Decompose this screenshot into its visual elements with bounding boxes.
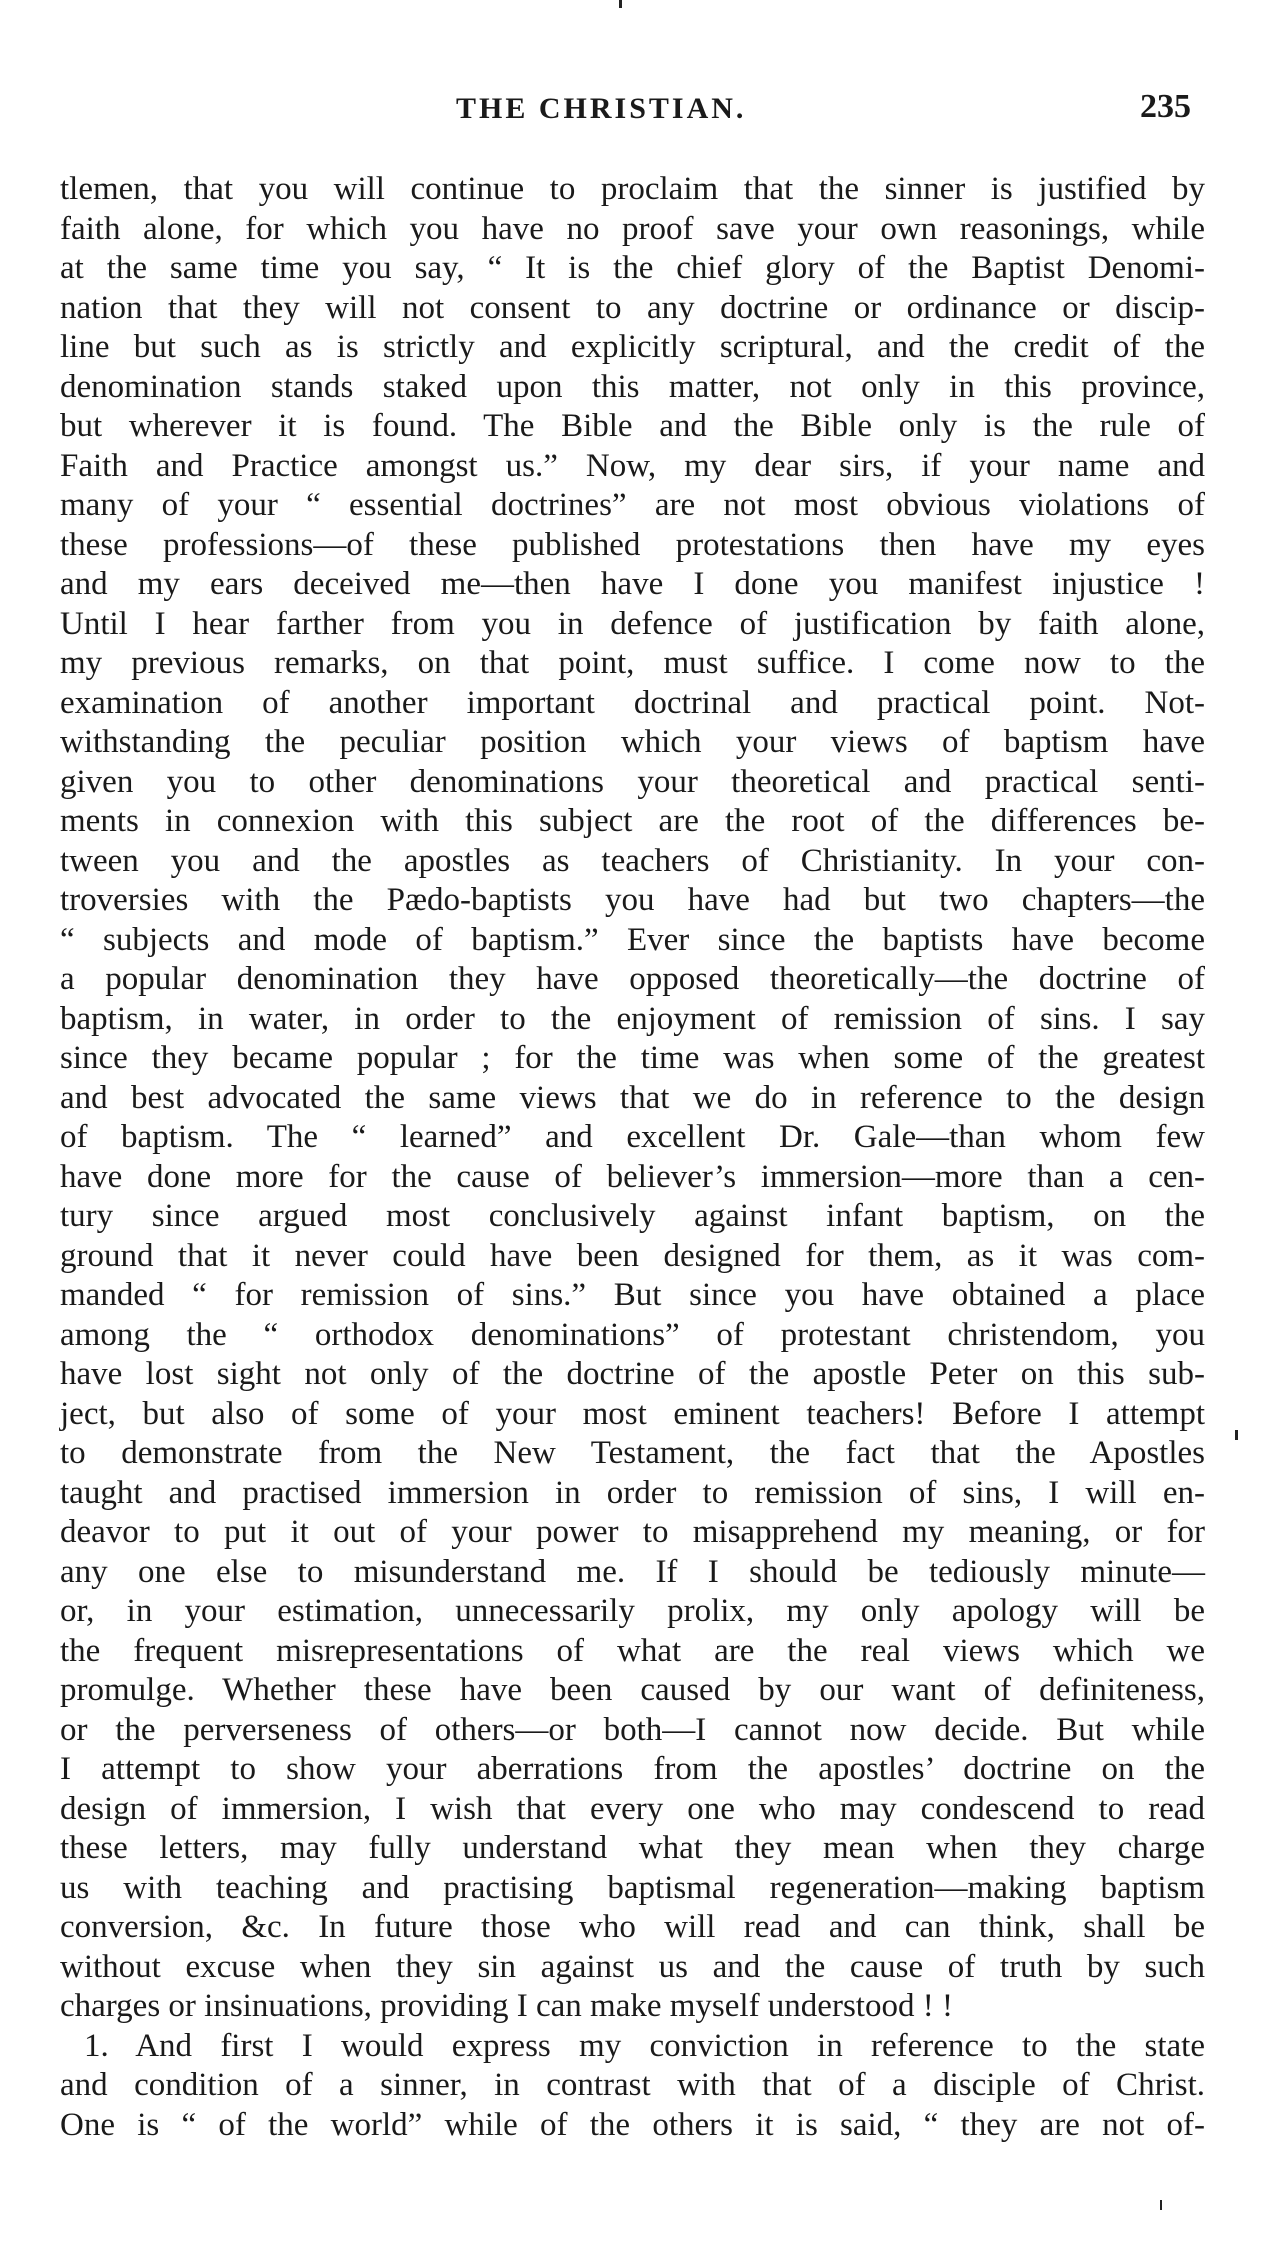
text-line: and best advocated the same views that we do in reference to the design xyxy=(60,1079,1205,1116)
print-mark xyxy=(1160,2200,1162,2210)
text-line: and condition of a sinner, in contrast with that of a disciple of Christ. xyxy=(60,2067,1205,2103)
running-head xyxy=(0,84,1267,144)
text-line: denomination stands staked upon this matter, not only in this province, xyxy=(60,368,1205,405)
text-line: conversion, &c. In future those who will read and can think, shall be xyxy=(60,1909,1205,1945)
text-line: ments in connexion with this subject are the root of the differences be- xyxy=(60,803,1205,839)
text-line: at the same time you say, “ It is the chief glory of the Baptist Denomi- xyxy=(60,250,1205,286)
text-line: many of your “ essential doctrines” are not most obvious violations of xyxy=(60,487,1205,523)
text-line: since they became popular ; for the time was when some of the greatest xyxy=(60,1040,1205,1076)
text-line: charges or insinuations, providing I can make myself understood ! ! xyxy=(60,1988,953,2024)
print-mark xyxy=(619,0,622,8)
page-number: 235 xyxy=(1140,88,1191,125)
text-line: One is “ of the world” while of the others it is said, “ they are not of- xyxy=(60,2106,1205,2143)
text-line: us with teaching and practising baptismal regeneration—making baptism xyxy=(60,1869,1205,1906)
text-line: a popular denomination they have opposed theoretically—the doctrine of xyxy=(60,961,1205,997)
text-line: nation that they will not consent to any doctrine or ordinance or discip- xyxy=(60,289,1205,326)
text-line: manded “ for remission of sins.” But since you have obtained a place xyxy=(60,1277,1205,1313)
text-line: tween you and the apostles as teachers of Christianity. In your con- xyxy=(60,842,1205,879)
running-title: THE CHRISTIAN. xyxy=(456,92,747,125)
text-line: troversies with the Pædo-baptists you have had but two chapters—the xyxy=(60,882,1205,918)
text-line: these letters, may fully understand what they mean when they charge xyxy=(60,1830,1205,1866)
text-line: the frequent misrepresentations of what are the real views which we xyxy=(60,1632,1205,1669)
text-line: design of immersion, I wish that every one who may condescend to read xyxy=(60,1790,1205,1827)
text-line: or the perverseness of others—or both—I cannot now decide. But while xyxy=(60,1711,1205,1748)
text-line: withstanding the peculiar position which your views of baptism have xyxy=(60,724,1205,760)
text-line: taught and practised immersion in order to remission of sins, I will en- xyxy=(60,1474,1205,1511)
text-line: 1. And first I would express my conviction in reference to the state xyxy=(84,2027,1205,2064)
text-line: tlemen, that you will continue to proclaim that the sinner is justified by xyxy=(60,171,1205,207)
text-line: have lost sight not only of the doctrine of the apostle Peter on this sub- xyxy=(60,1356,1205,1392)
text-line: these professions—of these published protestations then have my eyes xyxy=(60,526,1205,563)
text-line: faith alone, for which you have no proof save your own reasonings, while xyxy=(60,210,1205,247)
body-text xyxy=(60,170,1205,2145)
text-line: baptism, in water, in order to the enjoyment of remission of sins. I say xyxy=(60,1000,1205,1037)
text-line: “ subjects and mode of baptism.” Ever since the baptists have become xyxy=(60,921,1205,958)
text-line: deavor to put it out of your power to misapprehend my meaning, or for xyxy=(60,1514,1205,1550)
text-line: among the “ orthodox denominations” of protestant christendom, you xyxy=(60,1316,1205,1353)
text-line: and my ears deceived me—then have I done you manifest injustice ! xyxy=(60,566,1205,602)
text-line: tury since argued most conclusively against infant baptism, on the xyxy=(60,1198,1205,1234)
text-line: without excuse when they sin against us and the cause of truth by such xyxy=(60,1948,1205,1985)
text-line: given you to other denominations your theoretical and practical senti- xyxy=(60,763,1205,800)
text-line: promulge. Whether these have been caused by our want of definiteness, xyxy=(60,1672,1205,1708)
text-line: or, in your estimation, unnecessarily prolix, my only apology will be xyxy=(60,1593,1205,1629)
text-line: ground that it never could have been designed for them, as it was com- xyxy=(60,1237,1205,1274)
text-line: of baptism. The “ learned” and excellent Dr. Gale—than whom few xyxy=(60,1119,1205,1155)
text-line: any one else to misunderstand me. If I should be tediously minute— xyxy=(60,1553,1205,1590)
text-line: Faith and Practice amongst us.” Now, my dear sirs, if your name and xyxy=(60,447,1205,484)
text-line: examination of another important doctrinal and practical point. Not- xyxy=(60,684,1205,721)
text-line: to demonstrate from the New Testament, the fact that the Apostles xyxy=(60,1435,1205,1471)
text-line: ject, but also of some of your most eminent teachers! Before I attempt xyxy=(60,1395,1205,1432)
text-line: my previous remarks, on that point, must suffice. I come now to the xyxy=(60,645,1205,681)
print-mark xyxy=(1235,1430,1238,1440)
text-line: but wherever it is found. The Bible and the Bible only is the rule of xyxy=(60,408,1205,444)
text-line: Until I hear farther from you in defence of justification by faith alone, xyxy=(60,605,1205,642)
text-line: I attempt to show your aberrations from the apostles’ doctrine on the xyxy=(60,1751,1205,1787)
text-line: line but such as is strictly and explicitly scriptural, and the credit of the xyxy=(60,329,1205,365)
text-line: have done more for the cause of believer’s immersion—more than a cen- xyxy=(60,1158,1205,1195)
